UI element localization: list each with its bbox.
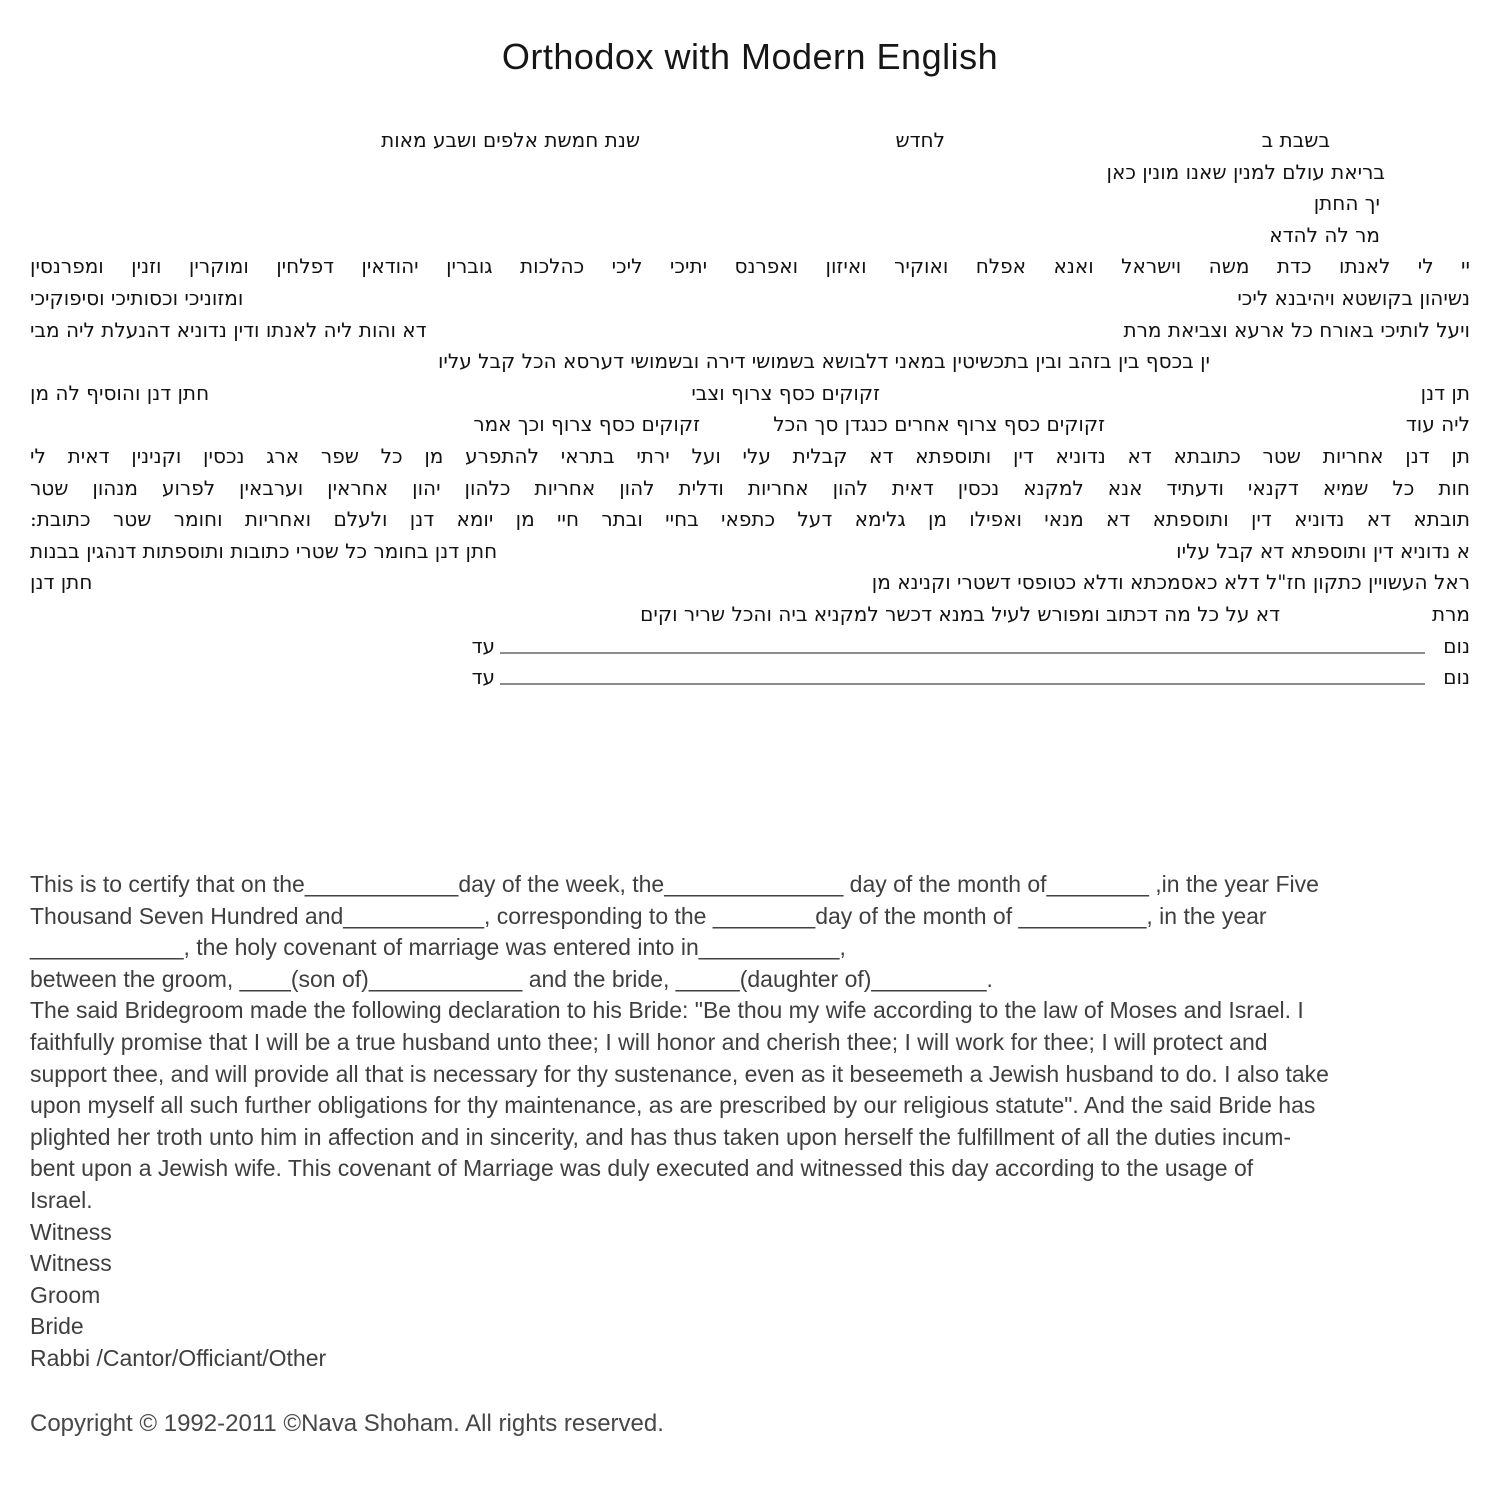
hebrew-segment: תובתא דא נדוניא דין ותוספתא דא מנאי ואפילו מן גלימא דעל כתפאי בחיי ובתר חיי מן יומא דנן ולעלם ואחריות וחומר שטר כתובת: (30, 507, 1470, 532)
hebrew-segment: עד (471, 665, 495, 690)
hebrew-line (30, 377, 1470, 409)
certify-text-line: ____________, the holy covenant of marriage was entered into in___________, (30, 934, 846, 961)
hebrew-line (30, 598, 1470, 630)
hebrew-segment: ומזוניכי וכסותיכי וסיפוקיכי (30, 285, 244, 310)
hebrew-segment: יי לי לאנתו כדת משה וישראל ואנא אפלח ואוקיר ואיזון ואפרנס יתיכי ליכי כהלכות גוברין יהודאין דפלחין ומוקרין וזנין ומפרנסין (30, 254, 1470, 279)
hebrew-segment: זקוקים כסף צרוף וכך אמר (473, 412, 700, 437)
hebrew-segment: שנת חמשת אלפים ושבע מאות (381, 128, 640, 152)
hebrew-line (30, 566, 1470, 598)
hebrew-segment: ליה עוד (1405, 412, 1470, 437)
signature-label-groom: Groom (30, 1281, 101, 1308)
declaration-text-line: upon myself all such further obligations for thy maintenance, as are prescribed by our religious statute". And the said Bride has (30, 1092, 1316, 1119)
hebrew-segment: חתן דנן בחומר כל שטרי כתובות ותוספתות דנהגין בבנות (30, 538, 498, 563)
hebrew-segment: מר לה להדא (1269, 222, 1380, 247)
hebrew-line (30, 156, 1470, 188)
declaration-text-line: bent upon a Jewish wife. This covenant of Marriage was duly executed and witnessed this day according to the usage of (30, 1155, 1254, 1182)
hebrew-line (30, 661, 1470, 693)
hebrew-line (30, 124, 1470, 156)
hebrew-segment: זקוקים כסף צרוף וצבי (691, 380, 880, 405)
hebrew-line (30, 314, 1470, 346)
hebrew-line (30, 408, 1470, 440)
hebrew-segment: זקוקים כסף צרוף אחרים כנגדן סך הכל (773, 412, 1105, 437)
declaration-text-line: support thee, and will provide all that is necessary for thy sustenance, even as it beseemeth a Jewish husband to do. I also take (30, 1060, 1329, 1087)
signature-label-rabbi-cantor-officiant-other: Rabbi /Cantor/Officiant/Other (30, 1344, 327, 1371)
hebrew-line (30, 187, 1470, 219)
certify-text-line: This is to certify that on the____________day of the week, the______________ day of the month of________ ,in the year Five (30, 871, 1319, 897)
signature-label-bride: Bride (30, 1313, 84, 1340)
hebrew-segment: תן דנן אחריות שטר כתובתא דא נדוניא דין ותוספתא דא קבלית עלי ועל ירתי בתראי להתפרע מן כל שפר ארג נכסין וקנינין דאית לי (30, 443, 1470, 468)
declaration-text-line: faithfully promise that I will be a true husband unto thee; I will honor and cherish thee; I will work for thee; I will protect and (30, 1028, 1268, 1055)
declaration-text-line: plighted her troth unto him in affection and in sincerity, and has thus taken upon herself the fulfillment of all the duties incum- (30, 1123, 1292, 1150)
hebrew-line (30, 472, 1470, 504)
hebrew-segment: דא על כל מה דכתוב ומפורש לעיל במנא דכשר למקניא ביה והכל שריר וקים (640, 601, 1280, 626)
hebrew-segment: דא והות ליה לאנתו ודין נדוניא דהנעלת ליה מבי (30, 317, 427, 342)
hebrew-segment: נום (1443, 633, 1470, 658)
witness-signature-rule (500, 683, 1425, 685)
certify-text-line: between the groom, ____(son of)____________ and the bride, _____(daughter of)_________. (30, 965, 993, 992)
hebrew-segment: בריאת עולם למנין שאנו מונין כאן (1106, 159, 1385, 184)
hebrew-line (30, 503, 1470, 535)
hebrew-line (30, 535, 1470, 567)
hebrew-segment: מרת (1431, 601, 1470, 626)
hebrew-segment: א נדוניא דין ותוספתא דא קבל עליו (1176, 538, 1470, 563)
witness-signature-rule (500, 652, 1425, 654)
hebrew-line (30, 345, 1470, 377)
hebrew-segment: ראל העשויין כתקון חז"ל דלא כאסמכתא ודלא כטופסי דשטרי וקנינא מן (871, 570, 1470, 595)
hebrew-segment: חתן דנן והוסיף לה מן (30, 380, 210, 405)
hebrew-segment: נשיהון בקושטא ויהיבנא ליכי (1237, 285, 1470, 310)
hebrew-segment: עד (471, 633, 495, 658)
hebrew-segment: יך החתן (1313, 191, 1380, 216)
hebrew-text-block (30, 124, 1470, 699)
hebrew-segment: חות כל שמיא דקנאי ודעתיד אנא למקנא נכסין דאית להון אחריות ודלית להון אחריות כלהון יהון אחראין וערבאין לפרוע מנהון שטר (30, 475, 1470, 500)
hebrew-segment: לחדש (895, 128, 945, 152)
declaration-text-line: Israel. (30, 1186, 93, 1213)
hebrew-line (30, 219, 1470, 251)
english-text-block (30, 869, 1470, 1375)
hebrew-segment: בשבת ב (1261, 128, 1330, 152)
hebrew-line (30, 440, 1470, 472)
hebrew-line (30, 250, 1470, 282)
copyright-line: Copyright © 1992-2011 ©Nava Shoham. All rights reserved. (30, 1410, 664, 1437)
declaration-text-line: The said Bridegroom made the following declaration to his Bride: "Be thou my wife according to the law of Moses and Israel. I (30, 997, 1304, 1024)
hebrew-segment: ין בכסף בין בזהב ובין בתכשיטין במאני דלבושא בשמושי דירה ובשמושי דערסא הכל קבל עליו (437, 349, 1210, 374)
page-title: Orthodox with Modern English (501, 36, 999, 77)
hebrew-segment: תן דנן (1420, 380, 1470, 405)
signature-label-witness: Witness (30, 1218, 112, 1245)
certify-text-line: Thousand Seven Hundred and___________, corresponding to the ________day of the month of __________, in the year (30, 902, 1267, 929)
hebrew-segment: ויעל לותיכי באורח כל ארעא וצביאת מרת (1123, 317, 1470, 342)
hebrew-line (30, 282, 1470, 314)
hebrew-segment: חתן דנן (30, 570, 93, 595)
hebrew-segment: נום (1443, 665, 1470, 690)
hebrew-line (30, 630, 1470, 662)
signature-label-witness: Witness (30, 1250, 112, 1277)
